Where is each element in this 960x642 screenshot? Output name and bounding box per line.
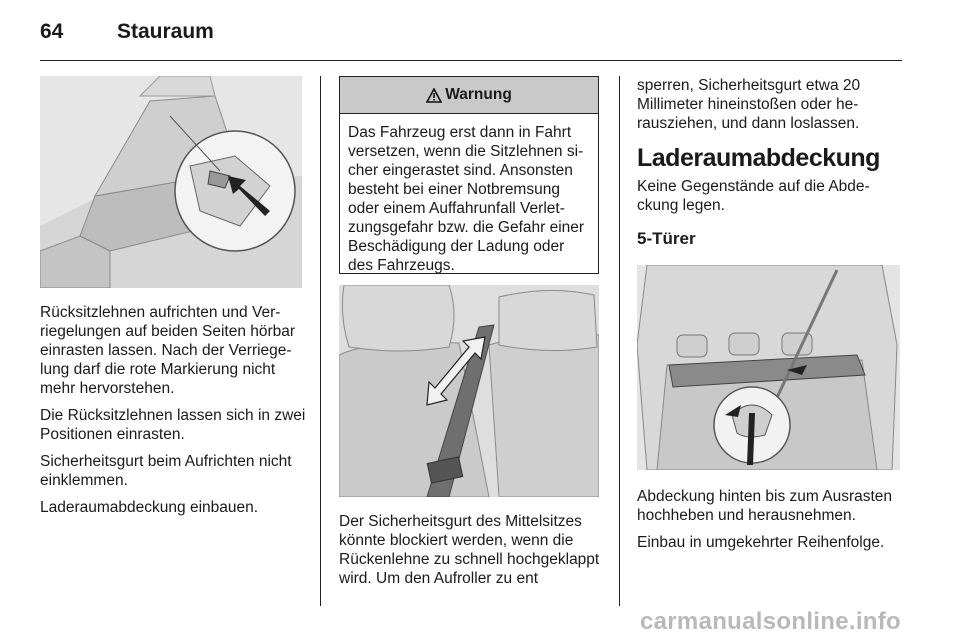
column-1-text <box>40 303 310 525</box>
cargo-cover-drawing <box>637 265 900 470</box>
section-heading: Laderaumabdeckung <box>637 144 880 172</box>
cargo-cover-illustration <box>637 265 900 470</box>
paragraph: Einbau in umgekehrter Reihenfolge. <box>637 534 885 551</box>
seat-latch-drawing <box>40 76 302 288</box>
paragraph: Sicherheitsgurt beim Aufrichten nicht einklemmen. <box>40 453 292 489</box>
column-3-text-lower <box>637 487 905 560</box>
column-3-text <box>637 76 905 248</box>
warning-header <box>340 77 598 114</box>
paragraph: Keine Gegenstände auf die Abdeckung legen. <box>637 178 870 214</box>
column-divider-1 <box>320 76 321 606</box>
watermark: carmanualsonline.info <box>640 608 902 635</box>
paragraph: Rücksitzlehnen aufrichten und Verriegelungen auf beiden Seiten hörbar einrasten lassen. Nach der Verriegelung darf die rote Markierung nicht mehr hervorstehen. <box>40 304 296 397</box>
subsection-heading: 5-Türer <box>637 229 696 248</box>
paragraph: Abdeckung hinten bis zum Ausrasten hochheben und herausnehmen. <box>637 488 893 524</box>
seatbelt-illustration <box>339 285 599 497</box>
paragraph: Die Rücksitzlehnen lassen sich in zwei Positionen einrasten. <box>40 407 306 443</box>
warning-triangle-icon <box>426 88 442 103</box>
page-number: 64 <box>40 20 64 43</box>
page-title: Stauraum <box>117 20 214 43</box>
warning-text: Das Fahrzeug erst dann in Fahrt versetzen, wenn die Sitzlehnen sicher eingerastet sind. Ansonsten besteht bei einer Notbremsung oder einem Auffahrunfall Verletzungsgefahr bzw. die Gefahr einer Beschädigung der Ladung oder des Fahrzeugs. <box>348 124 585 274</box>
column-2-text <box>339 512 609 596</box>
paragraph: Laderaumabdeckung einbauen. <box>40 499 259 516</box>
column-divider-2 <box>619 76 620 606</box>
paragraph: sperren, Sicherheitsgurt etwa 20 Millimeter hineinstoßen oder herausziehen, und dann loslassen. <box>637 77 861 132</box>
warning-title: Warnung <box>445 86 512 103</box>
seatbelt-drawing <box>339 285 599 497</box>
paragraph: Der Sicherheitsgurt des Mittelsitzes könnte blockiert werden, wenn die Rückenlehne zu schnell hochgeklappt wird. Um den Aufroller zu ent <box>339 513 600 587</box>
seat-latch-illustration <box>40 76 302 288</box>
header-rule <box>40 60 902 61</box>
warning-box <box>339 76 599 274</box>
